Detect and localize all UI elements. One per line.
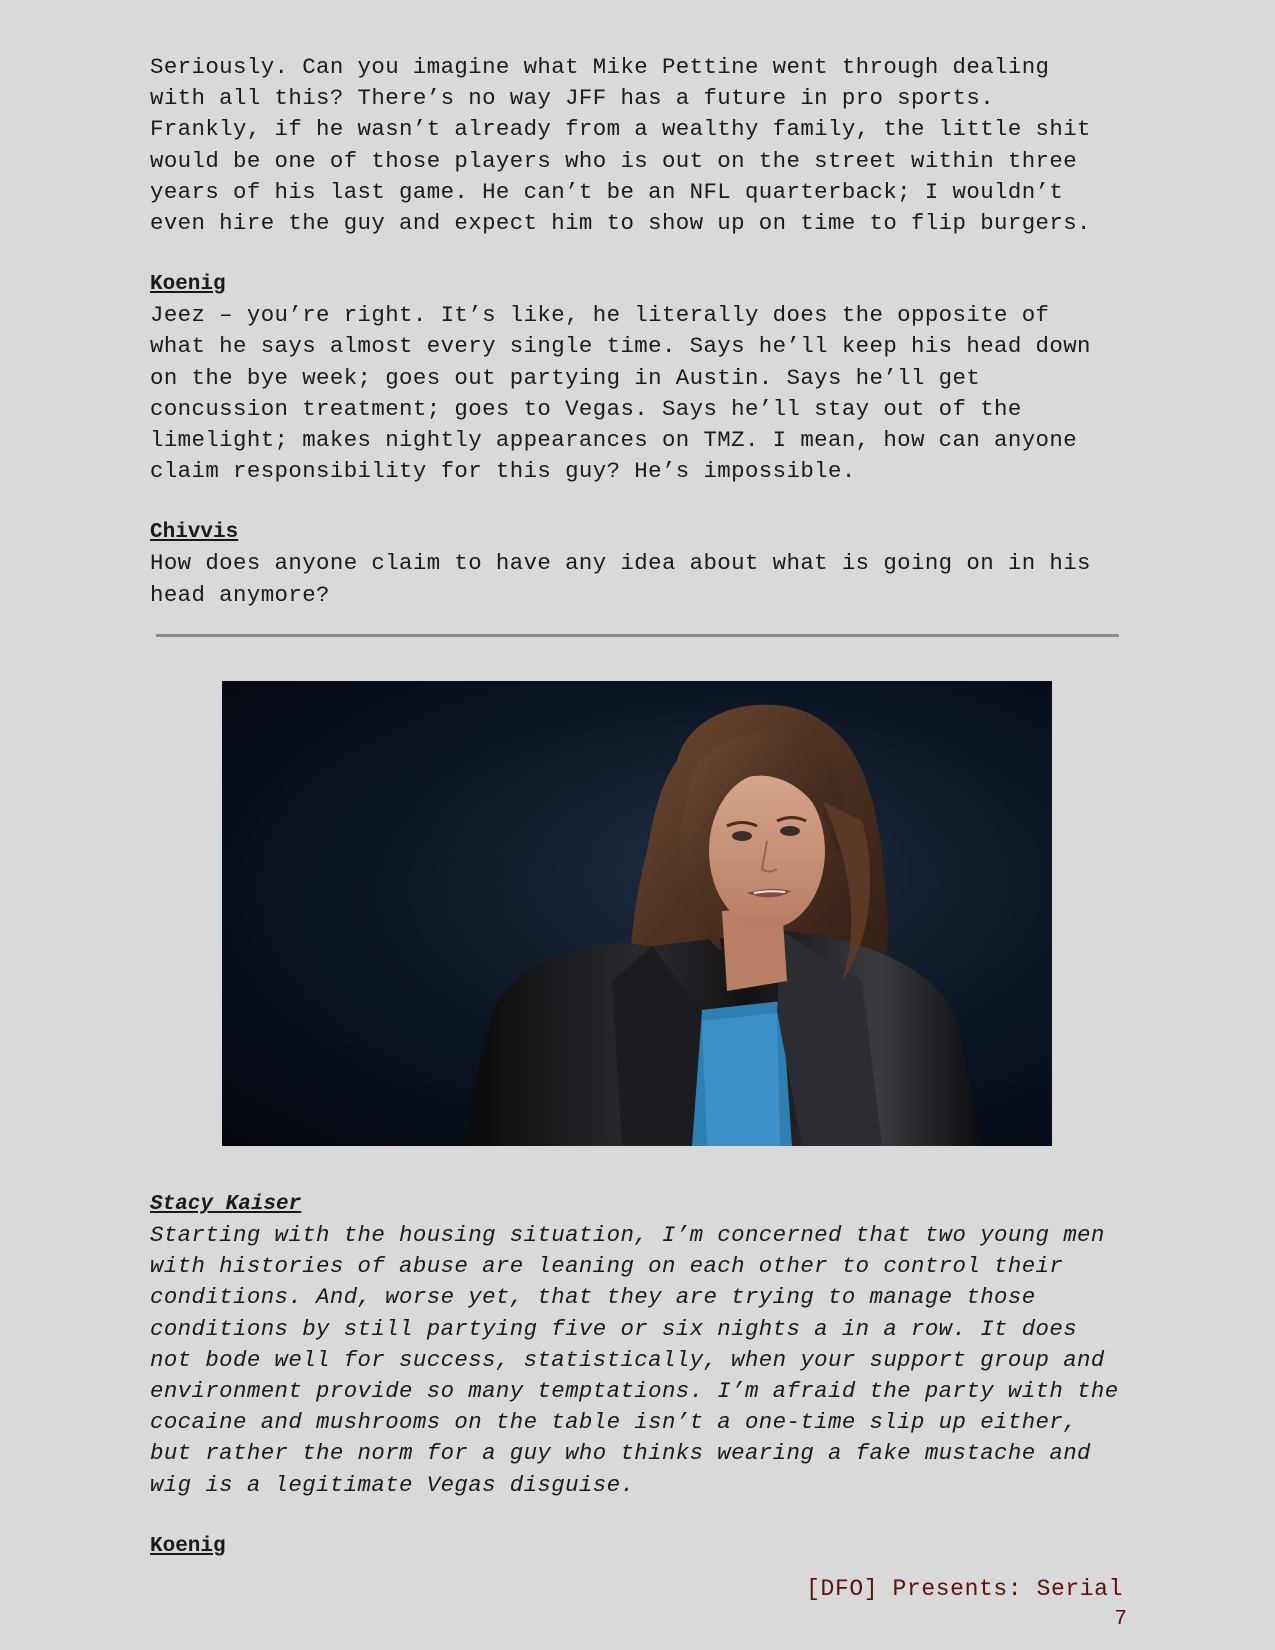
- interview-photo-illustration: [222, 681, 1052, 1146]
- paragraph-chivvis: How does anyone claim to have any idea about what is going on in his head anymore?: [150, 550, 1091, 608]
- footer-title: [DFO] Presents: Serial: [806, 1576, 1123, 1602]
- paragraph-pettine: Seriously. Can you imagine what Mike Pettine went through dealing with all this? There’s no way JFF has a future in pro sports. Frankly, if he wasn’t already from a wealthy family, the little shit would be one of those players who is out on the street within three years of his last game. He can’t be an NFL quarterback; I wouldn’t even hire the guy and expect him to show up on time to flip burgers.: [150, 54, 1091, 237]
- horizontal-divider: [156, 634, 1119, 637]
- speaker-stacy-kaiser: Stacy Kaiser: [150, 1193, 302, 1216]
- speaker-chivvis: Chivvis: [150, 521, 239, 545]
- speaker-koenig: Koenig: [150, 273, 226, 297]
- transcript-top: [150, 52, 1130, 611]
- page-number: 7: [1114, 1608, 1127, 1631]
- speaker-koenig-2: Koenig: [150, 1534, 226, 1558]
- transcript-lower: [150, 1190, 1130, 1562]
- interview-photo: [222, 681, 1052, 1146]
- paragraph-stacy-kaiser: Starting with the housing situation, I’m concerned that two young men with histories of abuse are leaning on each other to control their conditions. And, worse yet, that they are trying to manage those conditions by still partying five or six nights a in a row. It does not bode well for success, statistically, when your support group and environment provide so many temptations. I’m afraid the party with the cocaine and mushrooms on the table isn’t a one-time slip up either, but rather the norm for a guy who thinks wearing a fake mustache and wig is a legitimate Vegas disguise.: [150, 1222, 1119, 1498]
- paragraph-koenig: Jeez – you’re right. It’s like, he literally does the opposite of what he says almost every single time. Says he’ll keep his head down on the bye week; goes out partying in Austin. Says he’ll get concussion treatment; goes to Vegas. Says he’ll stay out of the limelight; makes nightly appearances on TMZ. I mean, how can anyone claim responsibility for this guy? He’s impossible.: [150, 302, 1091, 485]
